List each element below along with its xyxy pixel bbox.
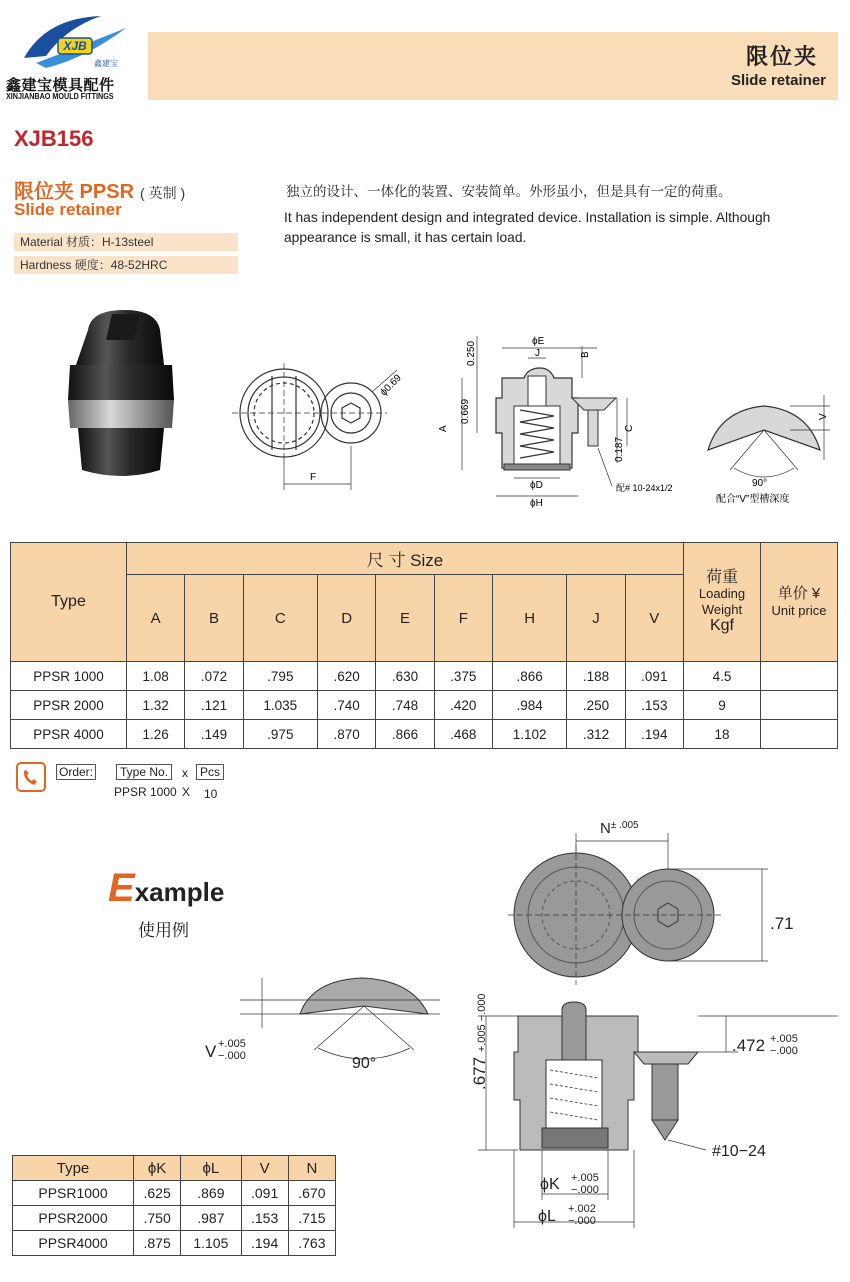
dim-472-label: .472	[732, 1036, 766, 1055]
dim-screw: #10−24	[712, 1143, 766, 1160]
cell: .312	[567, 720, 625, 749]
cell: .630	[376, 662, 434, 691]
size-table	[10, 542, 838, 749]
col-header-F: F	[434, 575, 492, 662]
dim-phiL: ϕL	[538, 1208, 556, 1225]
cell: .866	[492, 662, 566, 691]
label-phiD: ϕD	[530, 480, 543, 491]
top-view-drawing	[232, 358, 422, 493]
dim-N	[600, 820, 639, 837]
cell-type: PPSR 1000	[11, 662, 127, 691]
col-header-N: N	[288, 1156, 335, 1181]
header-title-cn: 限位夹	[745, 44, 818, 69]
logo-mark-text: XJB	[63, 39, 87, 53]
col-header-phiL: ϕL	[181, 1156, 241, 1181]
logo-sub-text: 鑫建宝	[94, 59, 118, 68]
cell: .987	[181, 1206, 241, 1231]
dim-phiK-tol	[571, 1172, 599, 1196]
label-angle: 90°	[752, 478, 768, 489]
description-en: It has independent design and integrated device. Installation is simple. Although appearance is small, it has certain load.	[284, 210, 771, 245]
product-title-cn-main: 限位夹 PPSR	[14, 181, 135, 203]
cell: .375	[434, 662, 492, 691]
col-header-E: E	[376, 575, 434, 662]
cell: PPSR2000	[13, 1206, 134, 1231]
price-header-cn: 单价 ¥	[777, 585, 821, 602]
dim-phiK-plus: +.005	[571, 1172, 599, 1184]
cell-type: PPSR 2000	[11, 691, 127, 720]
dim-472-tol-minus: −.000	[770, 1045, 798, 1057]
phone-icon	[16, 762, 46, 792]
cell: 1.102	[492, 720, 566, 749]
col-header-B: B	[185, 575, 243, 662]
header-bar	[148, 32, 838, 100]
label-J: J	[535, 348, 540, 359]
dim-677-label: .677	[470, 1056, 489, 1090]
table-row	[13, 1206, 336, 1231]
cell: .869	[181, 1181, 241, 1206]
cell: .620	[318, 662, 376, 691]
cell: .625	[134, 1181, 181, 1206]
product-title-cn-note: ( 英制 )	[140, 185, 186, 201]
order-pcs: Pcs	[196, 764, 224, 780]
col-header-V: V	[625, 575, 683, 662]
order-example-qty: 10	[204, 787, 218, 801]
load-header	[684, 543, 761, 662]
cell: .875	[134, 1231, 181, 1256]
dim-angle: 90°	[352, 1055, 377, 1072]
cell: .072	[185, 662, 243, 691]
description-cn: 独立的设计、一体化的装置、安装简单。外形虽小，但是具有一定的荷重。	[286, 184, 732, 199]
example-table	[12, 1155, 336, 1256]
dim-677-tol: +.005 −.000	[476, 993, 488, 1053]
cell: .420	[434, 691, 492, 720]
cell: .866	[376, 720, 434, 749]
label-0187: 0.187	[614, 436, 625, 462]
cell: .188	[567, 662, 625, 691]
col-header-A: A	[127, 575, 185, 662]
cell: .250	[567, 691, 625, 720]
cell: .153	[241, 1206, 288, 1231]
cell: .870	[318, 720, 376, 749]
price-header	[761, 543, 838, 662]
cell-price	[761, 662, 838, 691]
dim-472-tol	[770, 1033, 798, 1057]
cell-price	[761, 691, 838, 720]
cell: .795	[243, 662, 317, 691]
load-header-cn: 荷重	[705, 569, 738, 586]
label-0669: 0.669	[460, 398, 471, 424]
label-F: F	[310, 472, 317, 483]
label-B: B	[580, 351, 591, 358]
cell: .091	[625, 662, 683, 691]
order-example-x: X	[182, 785, 191, 799]
label-phi069: ϕ0.69	[378, 372, 404, 399]
dim-472-tol-plus: +.005	[770, 1033, 798, 1045]
example-title-initial: E	[108, 866, 135, 910]
col-header-C: C	[243, 575, 317, 662]
cell-type: PPSR 4000	[11, 720, 127, 749]
col-header-H: H	[492, 575, 566, 662]
table-row	[11, 720, 838, 749]
price-header-en: Unit price	[771, 603, 827, 618]
v-groove-drawing	[700, 390, 840, 505]
label-vnote: 配合“V”型槽深度	[716, 494, 790, 505]
table-row	[13, 1231, 336, 1256]
dim-N-tol: ± .005	[610, 820, 639, 831]
material-spec: Material 材质：H-13steel	[14, 233, 238, 251]
cell: PPSR4000	[13, 1231, 134, 1256]
dim-phiK-minus: −.000	[571, 1184, 599, 1196]
dim-V-tol-plus: +.005	[218, 1038, 246, 1050]
cell-load: 9	[684, 691, 761, 720]
table-row	[11, 662, 838, 691]
dim-phiL-plus: +.002	[568, 1203, 596, 1215]
order-type-no: Type No.	[116, 764, 172, 780]
col-header-type: Type	[13, 1156, 134, 1181]
order-label: Order:	[56, 764, 96, 780]
cell: .194	[625, 720, 683, 749]
cell: .750	[134, 1206, 181, 1231]
dim-677	[470, 993, 490, 1090]
cell: 1.08	[127, 662, 185, 691]
size-header: 尺 寸 Size	[127, 543, 684, 575]
company-name-cn: 鑫建宝模具配件	[6, 77, 115, 94]
section-view-drawing	[432, 328, 682, 508]
label-phiE: ϕE	[532, 336, 545, 347]
dim-phiL-minus: −.000	[568, 1215, 596, 1227]
dim-phiL-tol	[568, 1203, 596, 1227]
load-header-unit: Kgf	[709, 617, 734, 634]
cell: .670	[288, 1181, 335, 1206]
cell: .715	[288, 1206, 335, 1231]
cell: .091	[241, 1181, 288, 1206]
example-top-view	[508, 815, 838, 985]
company-name-en: XINJIANBAO MOULD FITTINGS	[6, 92, 114, 101]
header-title-en: Slide retainer	[730, 72, 826, 89]
example-title	[108, 866, 224, 911]
col-header-D: D	[318, 575, 376, 662]
hardness-spec: Hardness 硬度：48-52HRC	[14, 256, 238, 274]
dim-V-tol-minus: −.000	[218, 1050, 246, 1062]
label-0250: 0.250	[466, 340, 477, 366]
cell: 1.035	[243, 691, 317, 720]
cell: .153	[625, 691, 683, 720]
load-header-en: Loading Weight	[698, 586, 746, 617]
cell: .740	[318, 691, 376, 720]
cell: .149	[185, 720, 243, 749]
label-A: A	[438, 425, 449, 432]
cell: .468	[434, 720, 492, 749]
label-screw: 配# 10-24x1/2	[616, 483, 673, 493]
cell: .975	[243, 720, 317, 749]
label-phiH: ϕH	[530, 498, 543, 508]
label-C: C	[624, 424, 635, 432]
order-x: x	[182, 766, 188, 780]
dim-V	[205, 1042, 216, 1062]
table-row	[11, 691, 838, 720]
cell: PPSR1000	[13, 1181, 134, 1206]
cell-load: 18	[684, 720, 761, 749]
cell: 1.32	[127, 691, 185, 720]
dim-V-label: V	[205, 1042, 217, 1061]
cell: .194	[241, 1231, 288, 1256]
col-header-phiK: ϕK	[134, 1156, 181, 1181]
order-example-type: PPSR 1000	[114, 785, 177, 799]
example-v-groove	[240, 970, 440, 1080]
dim-phiK: ϕK	[540, 1176, 560, 1193]
cell: 1.105	[181, 1231, 241, 1256]
cell-load: 4.5	[684, 662, 761, 691]
type-header: Type	[11, 543, 127, 662]
product-photo	[56, 300, 186, 490]
cell: .121	[185, 691, 243, 720]
cell: 1.26	[127, 720, 185, 749]
label-V: V	[818, 413, 829, 420]
example-title-cn: 使用例	[138, 921, 189, 940]
col-header-J: J	[567, 575, 625, 662]
dim-V-tol	[218, 1038, 246, 1062]
dim-071: .71	[770, 914, 794, 933]
example-title-rest: xample	[134, 877, 225, 907]
cell: .748	[376, 691, 434, 720]
dim-N-label: N	[600, 820, 611, 837]
table-row	[13, 1181, 336, 1206]
product-title-en: Slide retainer	[14, 200, 122, 219]
cell: .984	[492, 691, 566, 720]
col-header-V: V	[241, 1156, 288, 1181]
dim-472	[732, 1036, 765, 1056]
cell-price	[761, 720, 838, 749]
cell: .763	[288, 1231, 335, 1256]
product-code: XJB156	[14, 126, 94, 151]
